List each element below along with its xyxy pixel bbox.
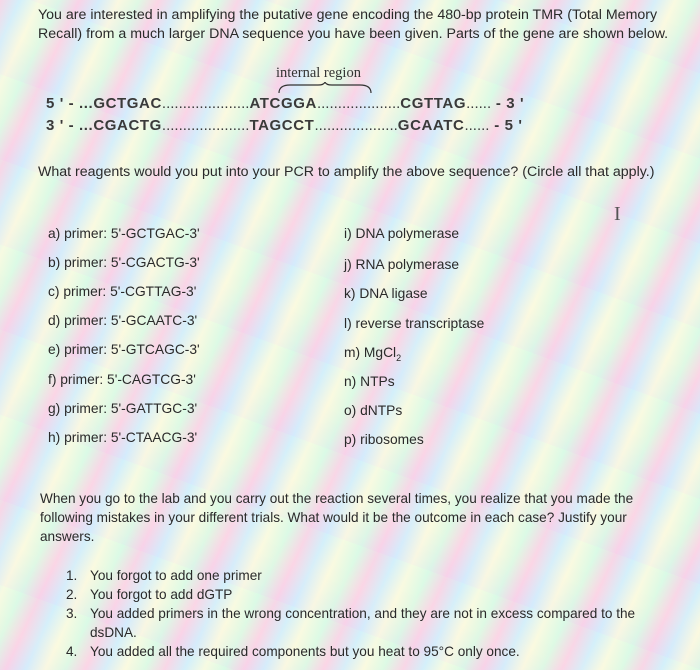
- mistake-item: 4. You added all the required components but you heat to 95°C only once.: [66, 644, 520, 659]
- internal-region-brace: [278, 82, 372, 94]
- bottom-segment-3: GCAATC: [397, 117, 465, 134]
- intro-paragraph: You are interested in amplifying the putative gene encoding the 480-bp protein TMR (Total Memory Recall) from a much larger DNA sequence you have been given. Parts of the gene are shown below.: [38, 7, 669, 42]
- text-cursor-icon: I: [614, 203, 621, 225]
- bottom-segment-2: TAGCCT: [249, 117, 315, 134]
- option-o[interactable]: o) dNTPs: [344, 403, 403, 418]
- question-reagents: What reagents would you put into your PCR to amplify the above sequence? (Circle all that apply.): [38, 164, 655, 180]
- bottom-segment-1: CGACTG: [93, 117, 162, 134]
- option-g[interactable]: g) primer: 5'-GATTGC-3': [48, 401, 198, 416]
- question-mistakes: When you go to the lab and you carry out the reaction several times, you realize that you made the following mistakes in your different trials. What would it be the outcome in each case? Justify your answers.: [40, 491, 634, 544]
- option-c[interactable]: c) primer: 5'-CGTTAG-3': [48, 284, 197, 299]
- top-segment-2: ATCGGA: [249, 95, 317, 112]
- top-segment-3: CGTTAG: [400, 95, 467, 112]
- mistake-item: 3. You added primers in the wrong concentration, and they are not in excess compared to the dsDNA.: [66, 606, 636, 640]
- mistake-item: 2. You forgot to add dGTP: [66, 587, 233, 602]
- mistake-item: 1. You forgot to add one primer: [66, 568, 262, 583]
- top-suffix: - 3 ': [495, 95, 525, 112]
- option-p[interactable]: p) ribosomes: [344, 432, 424, 447]
- option-j[interactable]: j) RNA polymerase: [344, 257, 460, 272]
- option-n[interactable]: n) NTPs: [344, 374, 395, 389]
- option-a[interactable]: a) primer: 5'-GCTGAC-3': [48, 226, 200, 241]
- option-e[interactable]: e) primer: 5'-GTCAGC-3': [48, 342, 200, 357]
- bottom-suffix: - 5 ': [494, 117, 523, 134]
- top-prefix: 5 ' - ...: [46, 95, 94, 112]
- option-m-subscript: 2: [396, 352, 402, 363]
- option-m-text: m) MgCl: [344, 345, 397, 360]
- option-i[interactable]: i) DNA polymerase: [344, 226, 460, 241]
- sequence-bottom-strand: 3 ' - ...CGACTG.....................TAGCCT....................GCAATC...... - 5 ': [46, 117, 523, 134]
- option-d[interactable]: d) primer: 5'-GCAATC-3': [48, 313, 198, 328]
- mistakes-list: [66, 566, 666, 661]
- sequence-top-strand: 5 ' - ...GCTGAC.....................ATCGGA....................CGTTAG...... - 3 ': [46, 95, 525, 112]
- option-k[interactable]: k) DNA ligase: [344, 286, 428, 301]
- option-f[interactable]: f) primer: 5'-CAGTCG-3': [48, 372, 196, 387]
- option-b[interactable]: b) primer: 5'-CGACTG-3': [48, 255, 200, 270]
- top-segment-1: GCTGAC: [93, 95, 162, 112]
- option-l[interactable]: l) reverse transcriptase: [344, 316, 485, 331]
- option-m[interactable]: [344, 345, 401, 363]
- bottom-prefix: 3 ' - ...: [46, 117, 94, 134]
- internal-region-label: internal region: [276, 65, 361, 81]
- option-h[interactable]: h) primer: 5'-CTAACG-3': [48, 430, 198, 445]
